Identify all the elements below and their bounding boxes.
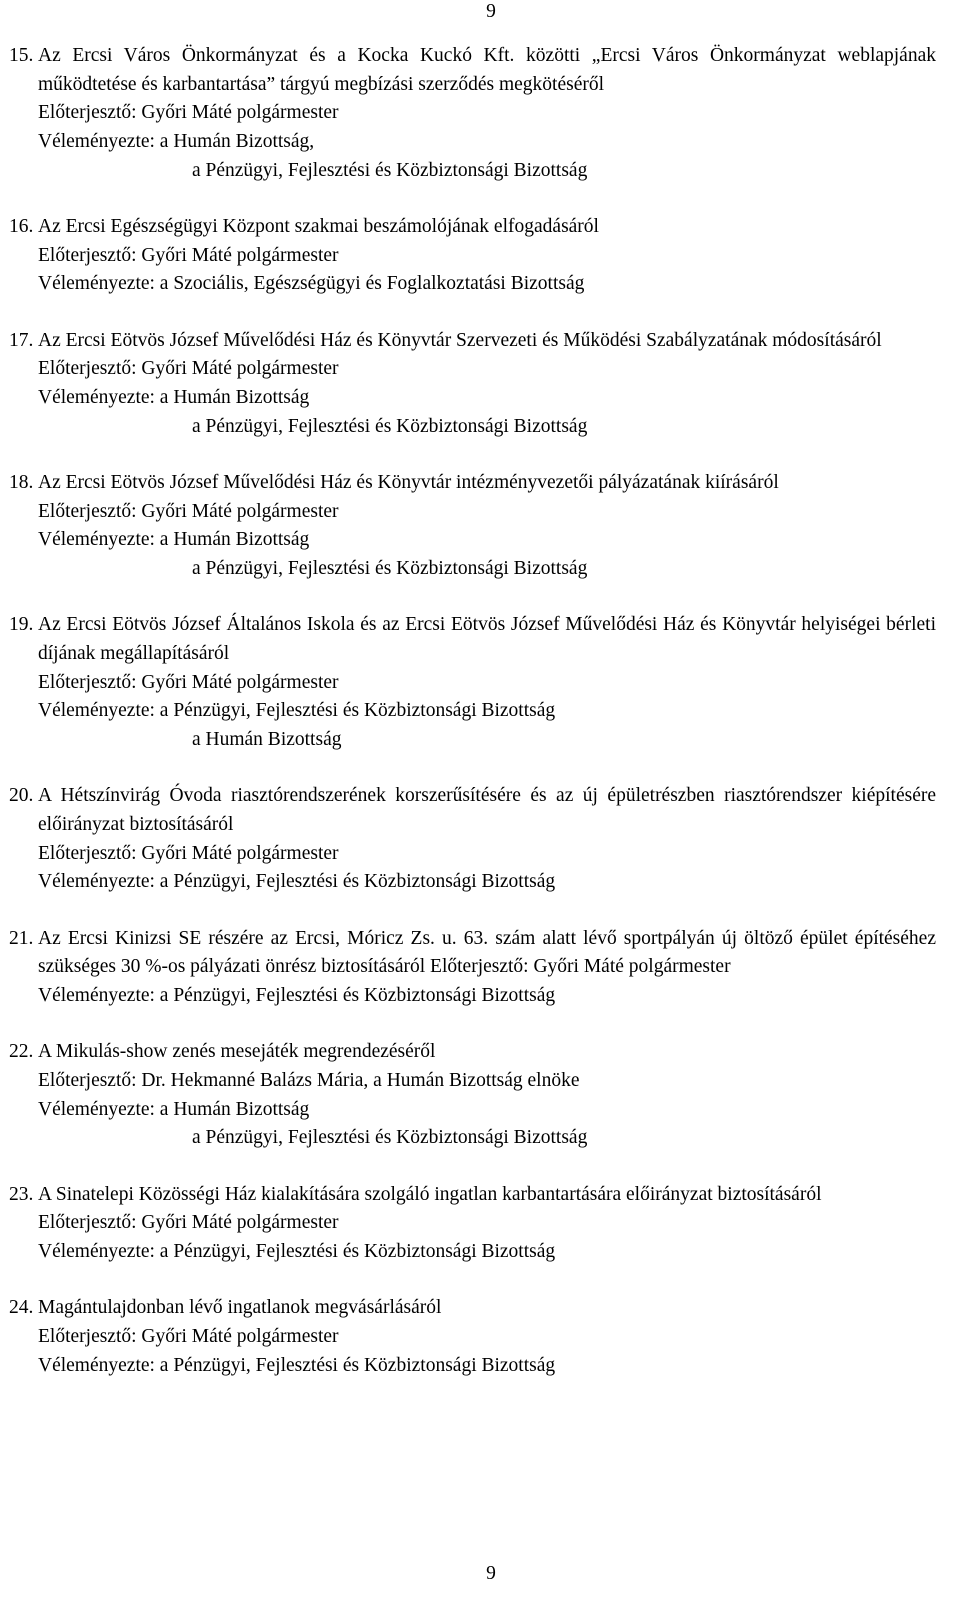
item-presenter: Előterjesztő: Dr. Hekmanné Balázs Mária, a Humán Bizottság elnöke (38, 1069, 580, 1091)
item-title: Az Ercsi Eötvös József Általános Iskola és az Ercsi Eötvös József Művelődési Ház és Könyvtár helyiségei bérleti díjának megállapításáról (38, 614, 936, 664)
item-number: 16. (9, 216, 34, 238)
item-number: 24. (9, 1297, 34, 1319)
item-title: A Sinatelepi Közösségi Ház kialakítására szolgáló ingatlan karbantartására előirányzat biztosításáról (38, 1183, 822, 1205)
item-reviewed: Véleményezte: a Pénzügyi, Fejlesztési és Közbiztonsági Bizottság (38, 1240, 556, 1262)
item-title: Az Ercsi Egészségügyi Központ szakmai beszámolójának elfogadásáról (38, 216, 599, 238)
item-title: A Hétszínvirág Óvoda riasztórendszerének korszerűsítésére és az új épületrészben riasztórendszer kiépítésére előirányzat biztosításáról (38, 785, 936, 835)
item-reviewed-extra: a Pénzügyi, Fejlesztési és Közbiztonsági Bizottság (192, 415, 588, 437)
item-presenter: Előterjesztő: Győri Máté polgármester (38, 671, 339, 693)
item-reviewed: Véleményezte: a Szociális, Egészségügyi és Foglalkoztatási Bizottság (38, 273, 585, 295)
item-presenter: Előterjesztő: Győri Máté polgármester (38, 1212, 339, 1234)
item-number: 17. (9, 329, 34, 351)
item-presenter: Előterjesztő: Győri Máté polgármester (38, 244, 339, 266)
agenda-item-15 (9, 42, 936, 186)
item-number: 19. (9, 614, 34, 636)
item-reviewed: Véleményezte: a Humán Bizottság (38, 1098, 310, 1120)
item-presenter: Előterjesztő: Győri Máté polgármester (38, 102, 339, 124)
item-number: 21. (9, 927, 34, 949)
item-reviewed: Véleményezte: a Humán Bizottság (38, 529, 310, 551)
item-number: 20. (9, 785, 34, 807)
item-title: Az Ercsi Kinizsi SE részére az Ercsi, Móricz Zs. u. 63. szám alatt lévő sportpályán új öltöző épület építéséhez szükséges 30 %-os pályázati önrész biztosításáról Előterjesztő: Győri Máté polgármester (38, 927, 936, 978)
agenda-item-20 (9, 782, 936, 897)
agenda-item-16 (9, 213, 936, 299)
page-number-top: 9 (486, 1, 496, 22)
agenda-item-17 (9, 327, 936, 442)
item-reviewed: Véleményezte: a Pénzügyi, Fejlesztési és Közbiztonsági Bizottság (38, 700, 556, 722)
item-presenter: Előterjesztő: Győri Máté polgármester (38, 500, 339, 522)
item-reviewed: Véleményezte: a Humán Bizottság (38, 387, 310, 409)
agenda-item-19 (9, 611, 936, 755)
item-title: A Mikulás-show zenés mesejáték megrendezéséről (38, 1041, 436, 1063)
item-number: 15. (9, 45, 34, 66)
item-number: 22. (9, 1041, 34, 1063)
item-number: 18. (9, 471, 34, 493)
agenda-item-24 (9, 1294, 936, 1380)
item-title: Az Ercsi Eötvös József Művelődési Ház és Könyvtár intézményvezetői pályázatának kiírásáról (38, 471, 779, 493)
item-reviewed-extra: a Pénzügyi, Fejlesztési és Közbiztonsági Bizottság (192, 1127, 588, 1149)
item-reviewed-extra: a Pénzügyi, Fejlesztési és Közbiztonsági Bizottság (192, 558, 588, 580)
agenda-item-23 (9, 1181, 936, 1267)
item-number: 23. (9, 1183, 34, 1205)
item-reviewed-extra: a Pénzügyi, Fejlesztési és Közbiztonsági Bizottság (192, 159, 588, 181)
item-reviewed-extra: a Humán Bizottság (192, 729, 342, 751)
agenda-item-21 (9, 925, 936, 1011)
item-reviewed: Véleményezte: a Pénzügyi, Fejlesztési és Közbiztonsági Bizottság (38, 1354, 556, 1376)
page-number-bottom: 9 (486, 1563, 496, 1584)
item-reviewed: Véleményezte: a Humán Bizottság, (38, 131, 315, 153)
item-reviewed: Véleményezte: a Pénzügyi, Fejlesztési és Közbiztonsági Bizottság (38, 871, 556, 893)
item-title: Az Ercsi Eötvös József Művelődési Ház és Könyvtár Szervezeti és Működési Szabályzatának módosításáról (38, 329, 882, 351)
item-presenter: Előterjesztő: Győri Máté polgármester (38, 842, 339, 864)
item-presenter: Előterjesztő: Győri Máté polgármester (38, 1325, 339, 1347)
agenda-item-18 (9, 469, 936, 584)
item-presenter: Előterjesztő: Győri Máté polgármester (38, 358, 339, 380)
item-title: Az Ercsi Város Önkormányzat és a Kocka Kuckó Kft. közötti „Ercsi Város Önkormányzat weblapjának működtetése és karbantartása” tárgyú megbízási szerződés megkötéséről (38, 45, 936, 95)
item-title: Magántulajdonban lévő ingatlanok megvásárlásáról (38, 1297, 442, 1319)
agenda-list (9, 42, 936, 1408)
item-reviewed: Véleményezte: a Pénzügyi, Fejlesztési és Közbiztonsági Bizottság (38, 984, 556, 1006)
agenda-item-22 (9, 1038, 936, 1153)
